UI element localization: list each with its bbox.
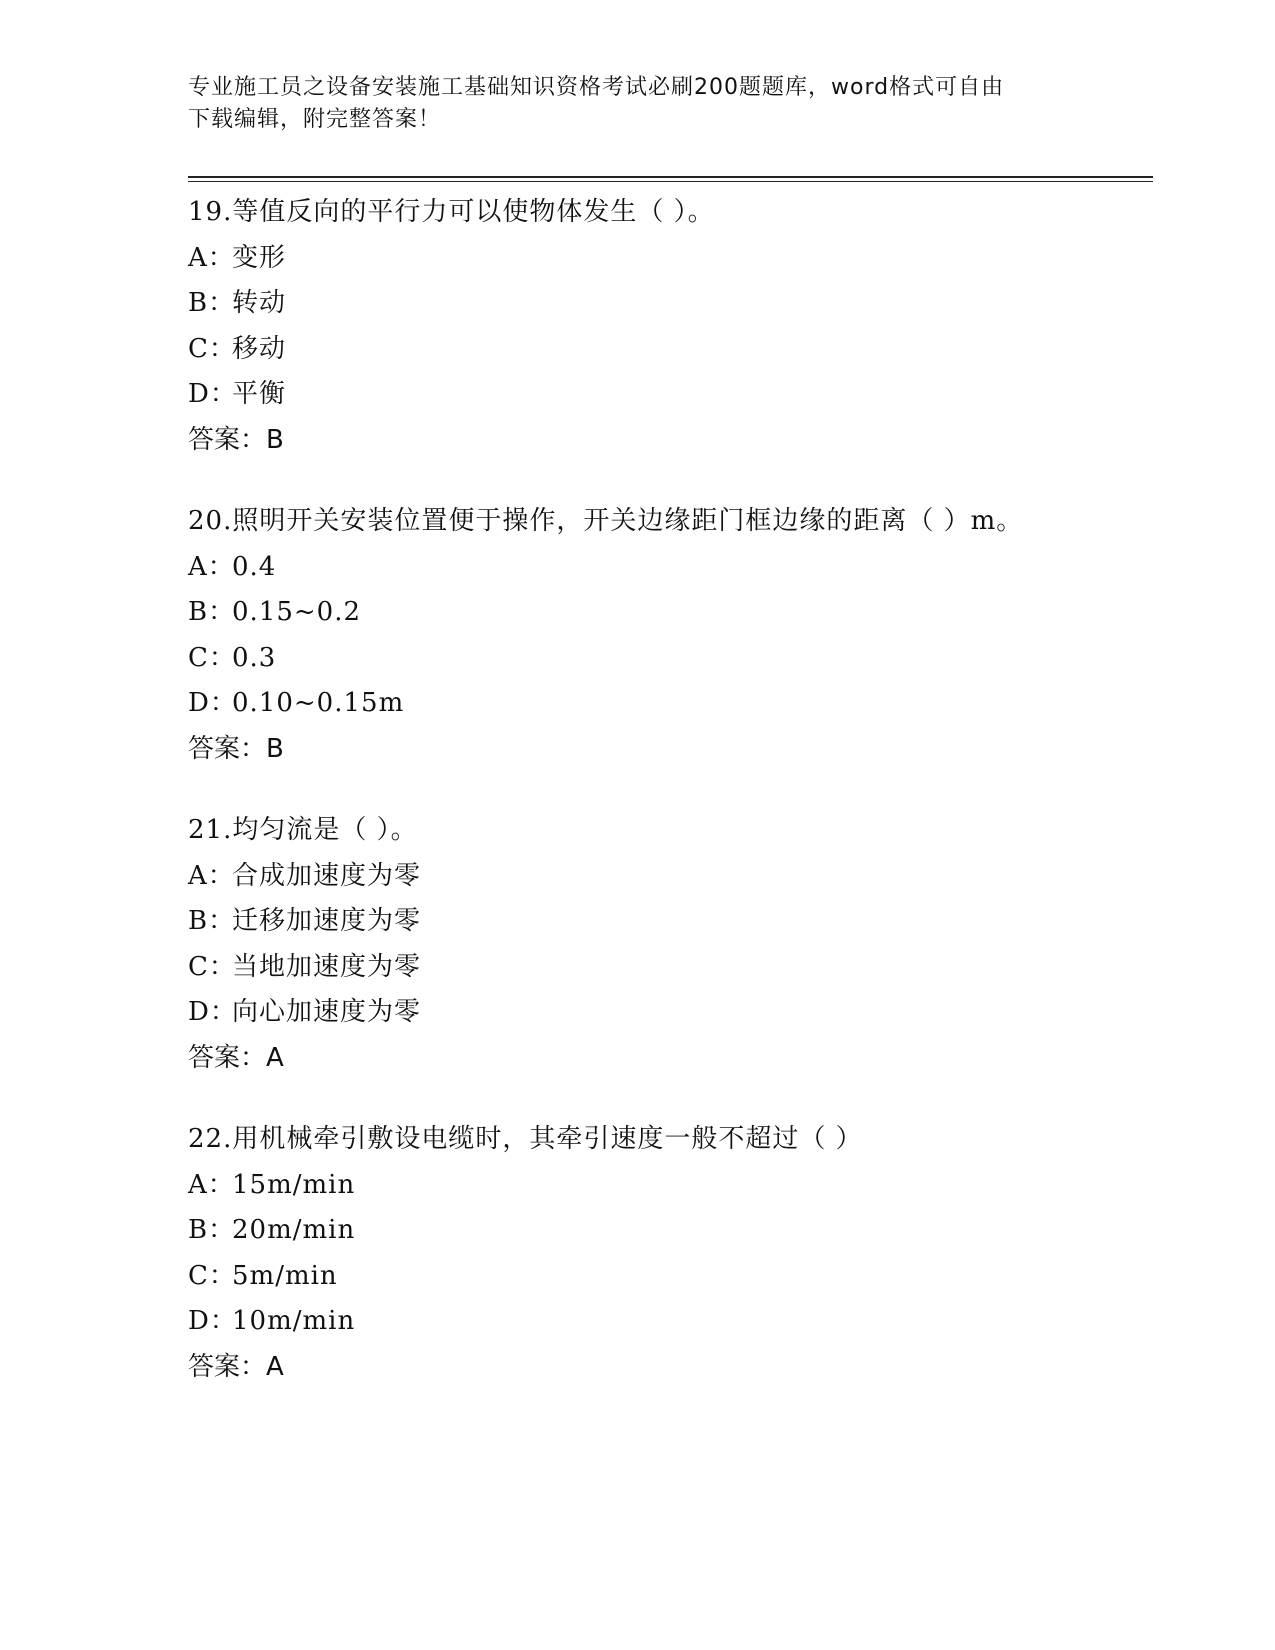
question-item	[188, 499, 1153, 772]
option-text: 20m/min	[232, 1215, 356, 1245]
question-text	[188, 190, 1153, 236]
question-number: 22.	[188, 1124, 233, 1154]
option-d	[188, 372, 1153, 418]
option-d	[188, 681, 1153, 727]
question-stem: 照明开关安装位置便于操作，开关边缘距门框边缘的距离（ ）m。	[232, 506, 1024, 536]
option-key: A：	[188, 551, 235, 582]
option-key: D：	[188, 1306, 237, 1336]
option-c	[188, 636, 1153, 682]
option-text: 当地加速度为零	[232, 951, 422, 982]
option-text: 15m/min	[232, 1169, 356, 1200]
option-key: D：	[188, 997, 237, 1027]
header-line-1: 专业施工员之设备安装施工基础知识资格考试必刷200题题库，word格式可自由	[188, 75, 1005, 100]
option-key: C：	[188, 333, 236, 364]
option-text: 10m/min	[232, 1306, 356, 1336]
option-key: D：	[188, 379, 237, 409]
header-line-2: 下载编辑，附完整答案！	[188, 107, 442, 132]
option-text: 移动	[232, 333, 287, 364]
question-item	[188, 808, 1153, 1081]
option-key: B：	[188, 1215, 236, 1245]
option-text: 转动	[232, 288, 287, 318]
question-text	[188, 808, 1153, 854]
option-text: 向心加速度为零	[232, 997, 422, 1027]
option-text: 5m/min	[232, 1260, 338, 1291]
question-number: 20.	[188, 506, 233, 536]
question-list	[188, 190, 1153, 1426]
option-key: B：	[188, 288, 236, 318]
answer-line: 答案：A	[188, 1351, 284, 1382]
option-text: 合成加速度为零	[232, 860, 422, 891]
question-item	[188, 190, 1153, 463]
option-c	[188, 327, 1153, 373]
header-divider-thin	[188, 181, 1153, 182]
question-stem: 均匀流是（ ）。	[232, 815, 418, 845]
option-key: A：	[188, 242, 235, 273]
option-key: C：	[188, 951, 236, 982]
option-text: 0.15~0.2	[232, 597, 362, 627]
answer-line: 答案：A	[188, 1042, 284, 1073]
option-d	[188, 990, 1153, 1036]
option-a	[188, 1163, 1153, 1209]
option-text: 迁移加速度为零	[232, 906, 422, 936]
question-stem: 等值反向的平行力可以使物体发生（ ）。	[232, 197, 715, 227]
option-text: 0.3	[232, 642, 277, 673]
option-key: B：	[188, 597, 236, 627]
option-b	[188, 1208, 1153, 1254]
option-key: B：	[188, 906, 236, 936]
header-divider-thick	[188, 176, 1153, 178]
option-text: 变形	[232, 242, 287, 273]
option-c	[188, 945, 1153, 991]
question-text	[188, 1117, 1153, 1163]
answer-line: 答案：B	[188, 733, 284, 764]
document-header	[188, 72, 1088, 136]
question-stem: 用机械牵引敷设电缆时，其牵引速度一般不超过（ ）	[232, 1124, 863, 1154]
option-c	[188, 1254, 1153, 1300]
question-item	[188, 1117, 1153, 1390]
answer-line: 答案：B	[188, 424, 284, 455]
option-text: 0.10~0.15m	[232, 688, 405, 718]
option-key: D：	[188, 688, 237, 718]
option-key: A：	[188, 860, 235, 891]
option-a	[188, 236, 1153, 282]
question-text	[188, 499, 1153, 545]
question-number: 19.	[188, 197, 233, 227]
option-b	[188, 281, 1153, 327]
option-a	[188, 854, 1153, 900]
option-key: C：	[188, 642, 236, 673]
option-a	[188, 545, 1153, 591]
option-b	[188, 899, 1153, 945]
option-d	[188, 1299, 1153, 1345]
option-text: 平衡	[232, 379, 287, 409]
option-key: C：	[188, 1260, 236, 1291]
option-text: 0.4	[232, 551, 277, 582]
option-b	[188, 590, 1153, 636]
option-key: A：	[188, 1169, 235, 1200]
question-number: 21.	[188, 815, 233, 845]
